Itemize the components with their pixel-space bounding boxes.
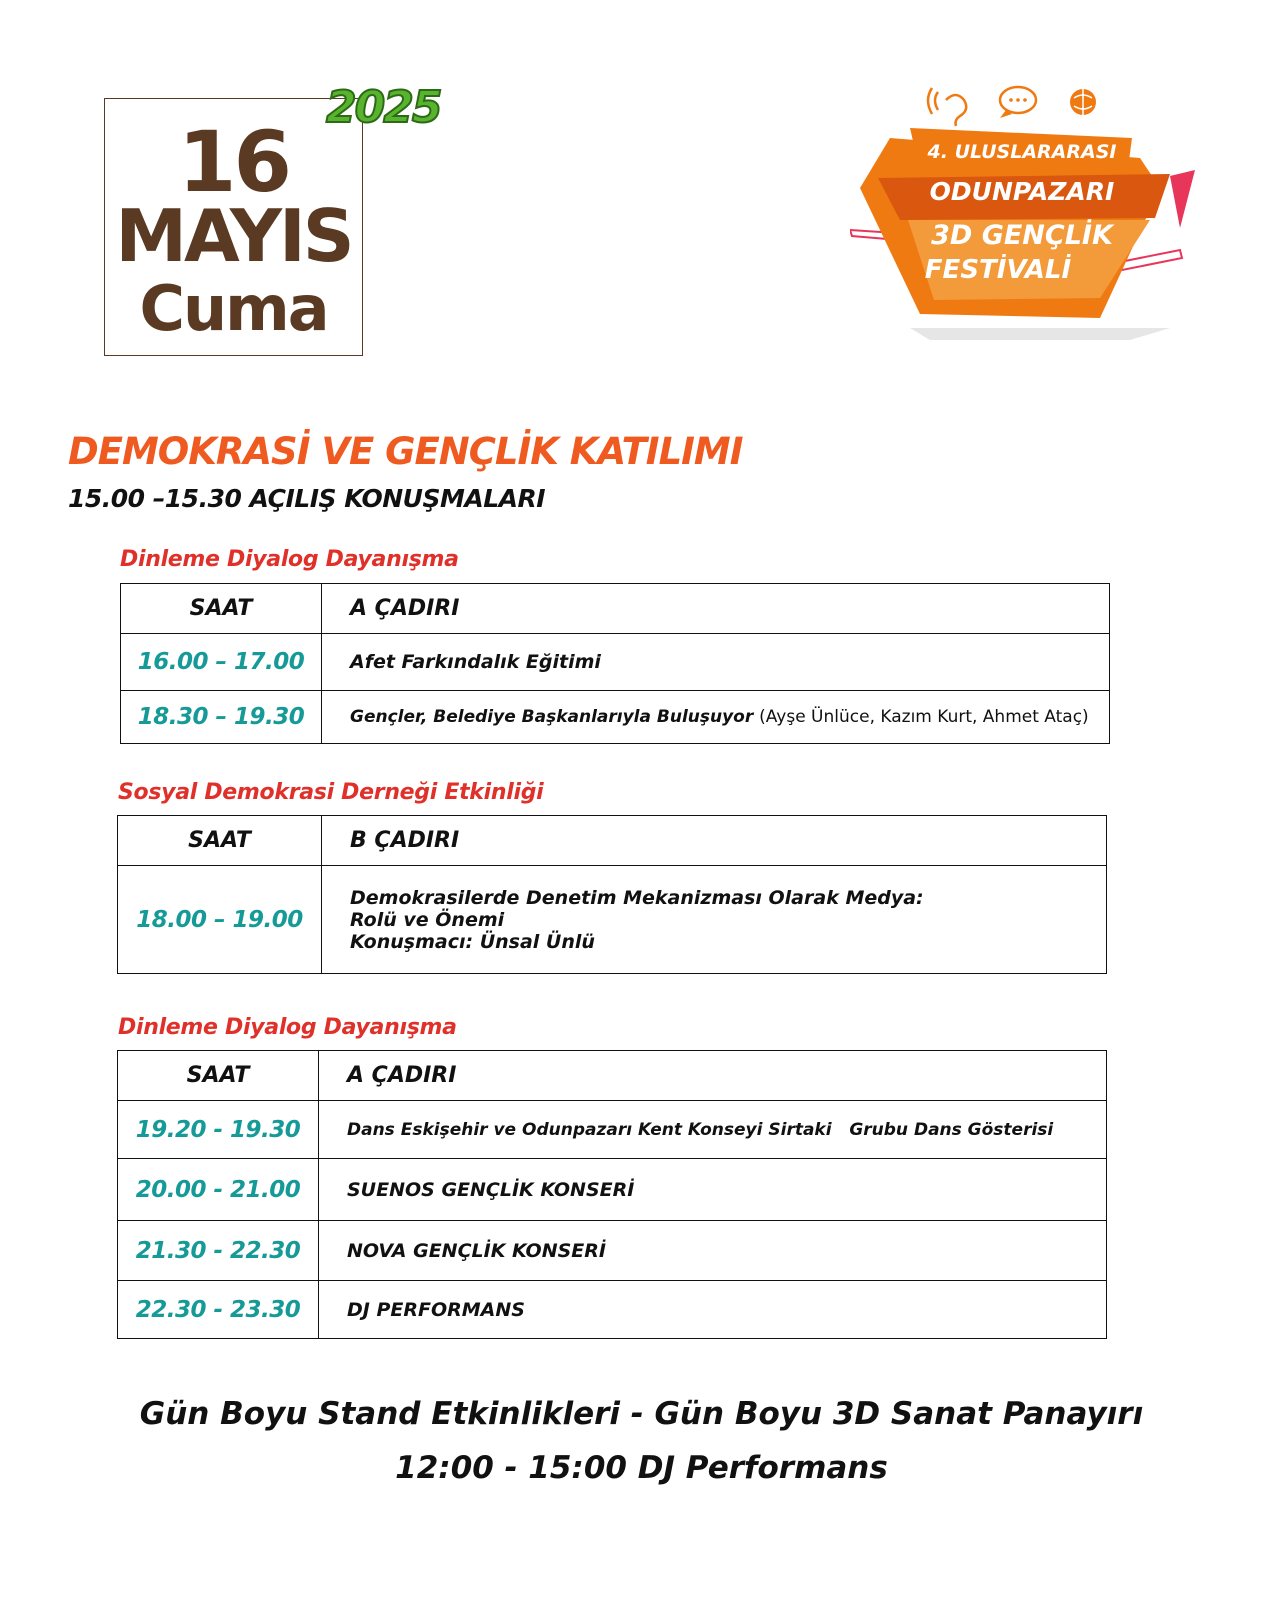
logo-line-3: 3D GENÇLİK bbox=[931, 220, 1113, 251]
weekday-name: Cuma bbox=[139, 272, 328, 345]
section-title: Sosyal Demokrasi Derneği Etkinliği bbox=[118, 780, 544, 805]
table-row bbox=[121, 691, 1110, 744]
table-header-row bbox=[118, 1051, 1107, 1101]
event-cell bbox=[322, 866, 1107, 974]
time-cell: 22.30 - 23.30 bbox=[118, 1281, 319, 1339]
event-line: Demokrasilerde Denetim Mekanizması Olarak Medya: bbox=[350, 886, 924, 909]
footer-stand-activities: Gün Boyu Stand Etkinlikleri - Gün Boyu 3D Sanat Panayırı bbox=[139, 1396, 1144, 1432]
ear-icon bbox=[928, 88, 966, 126]
event-line: Rolü ve Önemi bbox=[350, 908, 505, 931]
event-cell: DJ PERFORMANS bbox=[319, 1281, 1107, 1339]
event-line: Konuşmacı: Ünsal Ünlü bbox=[350, 930, 595, 953]
table-row bbox=[121, 634, 1110, 691]
col-time-header: SAAT bbox=[118, 816, 322, 866]
opening-speeches: 15.00 –15.30 AÇILIŞ KONUŞMALARI bbox=[68, 484, 546, 513]
time-cell: 21.30 - 22.30 bbox=[118, 1221, 319, 1281]
event-title: Gençler, Belediye Başkanlarıyla Buluşuyor bbox=[350, 707, 754, 727]
globe-hand-icon bbox=[1070, 89, 1096, 115]
time-cell: 19.20 - 19.30 bbox=[118, 1101, 319, 1159]
festival-logo bbox=[850, 78, 1230, 378]
schedule-table bbox=[117, 1050, 1107, 1339]
speech-bubble-icon bbox=[1000, 87, 1036, 118]
col-tent-header: A ÇADIRI bbox=[319, 1051, 1107, 1101]
table-row bbox=[118, 1101, 1107, 1159]
col-time-header: SAAT bbox=[118, 1051, 319, 1101]
event-cell: NOVA GENÇLİK KONSERİ bbox=[319, 1221, 1107, 1281]
year-label: 2025 bbox=[326, 82, 441, 133]
event-note: (Ayşe Ünlüce, Kazım Kurt, Ahmet Ataç) bbox=[759, 707, 1089, 727]
col-tent-header: A ÇADIRI bbox=[322, 584, 1110, 634]
schedule-table bbox=[120, 583, 1110, 744]
time-cell: 18.00 – 19.00 bbox=[118, 866, 322, 974]
footer-dj-performance: 12:00 - 15:00 DJ Performans bbox=[395, 1450, 888, 1486]
table-header-row bbox=[118, 816, 1107, 866]
logo-line-1: 4. ULUSLARARASI bbox=[927, 141, 1117, 163]
event-cell: Dans Eskişehir ve Odunpazarı Kent Konseyi Sirtaki Grubu Dans Gösterisi bbox=[319, 1101, 1107, 1159]
time-cell: 20.00 - 21.00 bbox=[118, 1159, 319, 1221]
logo-line-4: FESTİVALİ bbox=[924, 255, 1072, 285]
event-cell bbox=[322, 691, 1110, 744]
time-cell: 16.00 – 17.00 bbox=[121, 634, 322, 691]
time-cell: 18.30 – 19.30 bbox=[121, 691, 322, 744]
event-cell: Afet Farkındalık Eğitimi bbox=[322, 634, 1110, 691]
page-title: DEMOKRASİ VE GENÇLİK KATILIMI bbox=[68, 430, 743, 473]
logo-line-2: ODUNPAZARI bbox=[929, 177, 1115, 206]
table-row bbox=[118, 1221, 1107, 1281]
col-time-header: SAAT bbox=[121, 584, 322, 634]
table-row bbox=[118, 866, 1107, 974]
event-cell: SUENOS GENÇLİK KONSERİ bbox=[319, 1159, 1107, 1221]
schedule-table bbox=[117, 815, 1107, 974]
table-header-row bbox=[121, 584, 1110, 634]
month-name: MAYIS bbox=[115, 194, 352, 278]
section-title: Dinleme Diyalog Dayanışma bbox=[118, 1015, 457, 1040]
col-tent-header: B ÇADIRI bbox=[322, 816, 1107, 866]
table-row bbox=[118, 1281, 1107, 1339]
day-number: 16 bbox=[178, 113, 289, 211]
section-title: Dinleme Diyalog Dayanışma bbox=[120, 547, 459, 572]
table-row bbox=[118, 1159, 1107, 1221]
